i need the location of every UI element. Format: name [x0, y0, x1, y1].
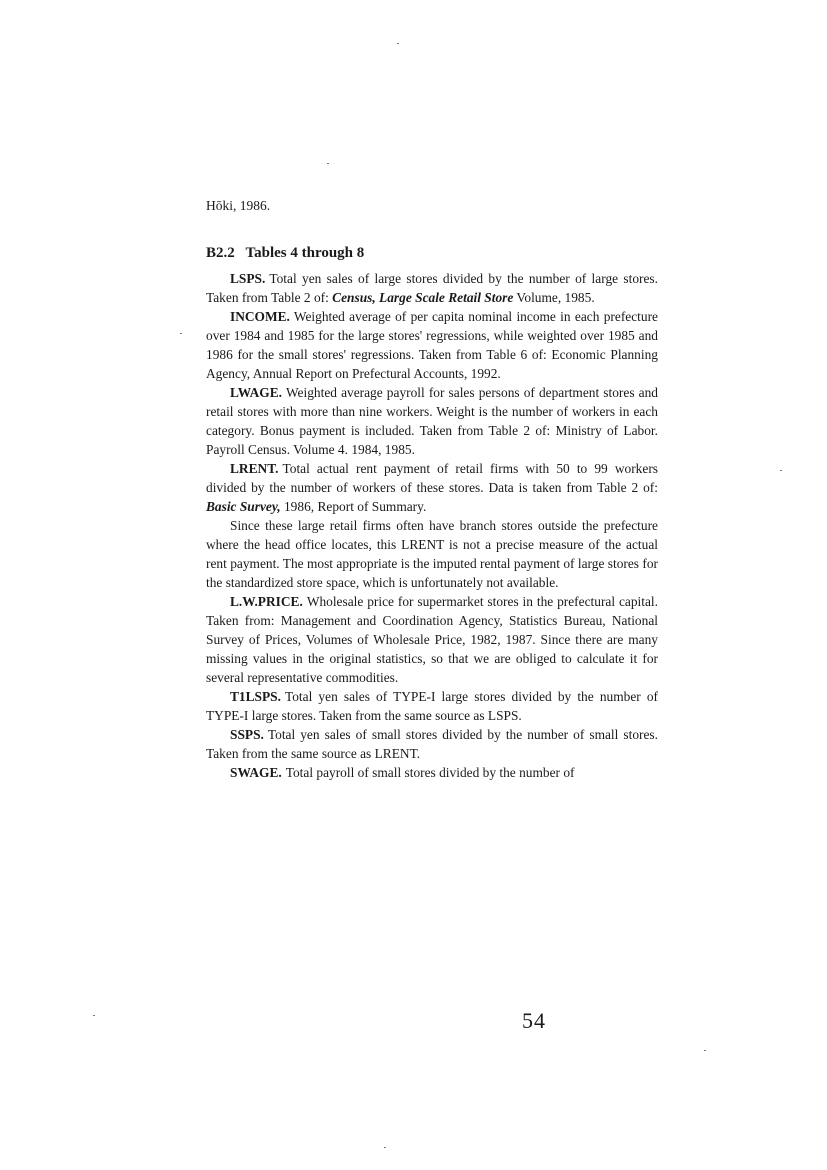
- paragraph-t1lsps: [206, 687, 658, 725]
- paragraph-text: Wholesale price for supermarket stores in the prefectural capital. Taken from: Management and Coordination Agency, Statistics Bureau, National Survey of Prices, Volumes of Wholesale Price, 1982, 1987. Since there are many missing values in the original statistics, so that we are obliged to calculate it for several representative commodities.: [206, 594, 658, 685]
- section-number: B2.2: [206, 245, 235, 261]
- reference-line: Hōki, 1986.: [206, 198, 271, 213]
- scan-speck: [780, 470, 782, 471]
- paragraph-swage: [206, 763, 658, 782]
- paragraph-text: Total payroll of small stores divided by the number of: [285, 765, 575, 780]
- page-number: 54: [522, 1008, 546, 1033]
- paragraph-lrent-note: [206, 516, 658, 592]
- section-heading: [206, 244, 658, 262]
- paragraph-italic: Basic Survey,: [206, 499, 281, 514]
- page-content: [206, 197, 658, 782]
- paragraph-lwage: [206, 383, 658, 459]
- paragraph-text: Total yen sales of small stores divided by the number of small stores. Taken from the same source as LRENT.: [206, 727, 658, 761]
- paragraph-text: Total yen sales of large stores divided by the number of large stores. Taken from Table 2 of:: [206, 271, 658, 305]
- scan-speck: [327, 163, 329, 164]
- paragraph-ssps: [206, 725, 658, 763]
- paragraph-text-end: Volume, 1985.: [513, 290, 595, 305]
- scan-speck: [384, 1147, 386, 1148]
- scan-speck: [180, 333, 182, 334]
- paragraph-text: Weighted average payroll for sales persons of department stores and retail stores with more than nine workers. Weight is the number of workers in each category. Bonus payment is included. Taken from Table 2 of: Ministry of Labor. Payroll Census. Volume 4. 1984, 1985.: [206, 385, 658, 457]
- term-label: LSPS.: [230, 271, 266, 286]
- paragraph-text-end: 1986, Report of Summary.: [280, 499, 427, 514]
- term-label: SWAGE.: [230, 765, 282, 780]
- scan-speck: [397, 43, 399, 44]
- paragraph-lsps: [206, 269, 658, 307]
- term-label: LRENT.: [230, 461, 279, 476]
- paragraph-income: [206, 307, 658, 383]
- section-title: Tables 4 through 8: [245, 245, 365, 261]
- paragraph-lrent: [206, 459, 658, 516]
- paragraph-lwprice: [206, 592, 658, 687]
- scan-speck: [704, 1050, 706, 1051]
- paragraph-text: Weighted average of per capita nominal income in each prefecture over 1984 and 1985 for the large stores' regressions, while weighted over 1985 and 1986 for the small stores' regressions. Taken from Table 6 of: Economic Planning Agency, Annual Report on Prefectural Accounts, 1992.: [206, 309, 658, 381]
- term-label: T1LSPS.: [230, 689, 281, 704]
- term-label: L.W.PRICE.: [230, 594, 303, 609]
- paragraph-text: Since these large retail firms often have branch stores outside the prefecture where the head office locates, this LRENT is not a precise measure of the actual rent payment. The most appropriate is the imputed rental payment of large stores for the standardized store space, which is unfortunately not available.: [206, 518, 658, 590]
- paragraph-text: Total yen sales of TYPE-I large stores divided by the number of TYPE-I large stores. Taken from the same source as LSPS.: [206, 689, 658, 723]
- term-label: LWAGE.: [230, 385, 282, 400]
- scan-speck: [93, 1015, 95, 1016]
- term-label: INCOME.: [230, 309, 290, 324]
- paragraph-italic: Census, Large Scale Retail Store: [332, 290, 514, 305]
- paragraph-text: Total actual rent payment of retail firms with 50 to 99 workers divided by the number of workers of these stores. Data is taken from Table 2 of:: [206, 461, 658, 495]
- term-label: SSPS.: [230, 727, 264, 742]
